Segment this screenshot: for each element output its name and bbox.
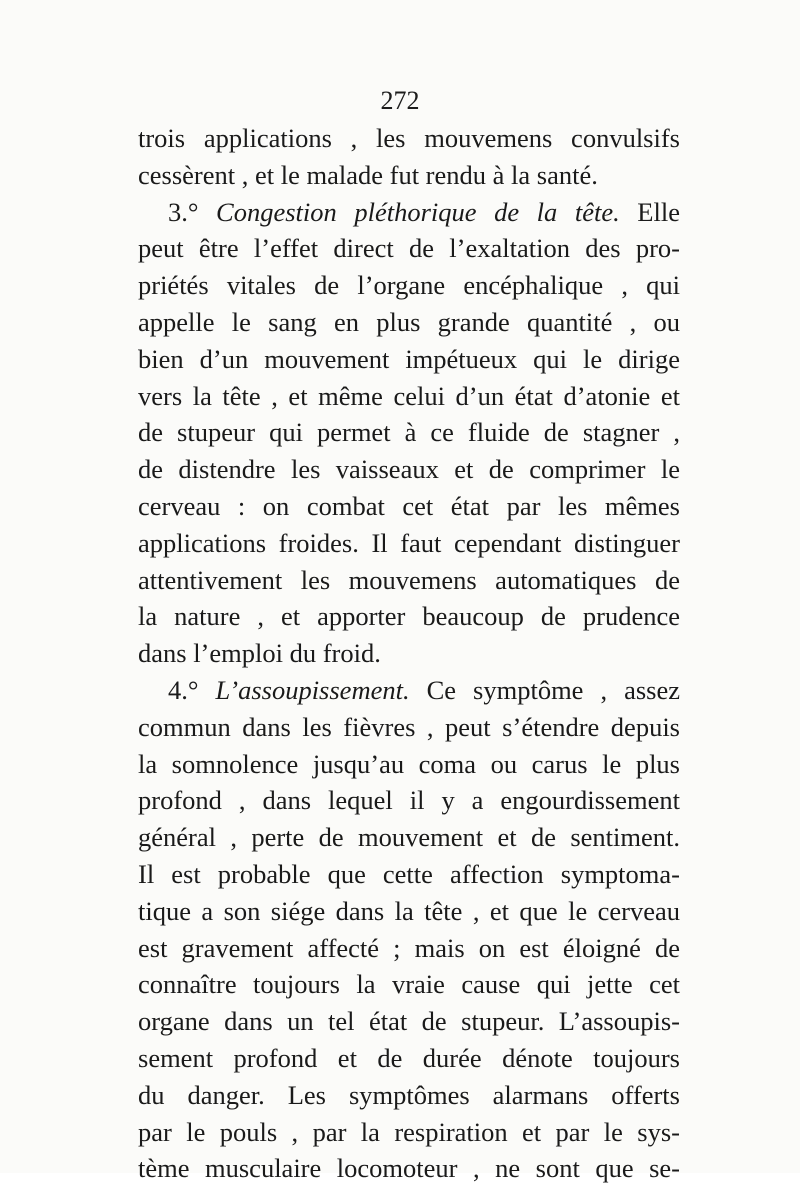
line-text: peut être l’effet direct de l’exaltation des pro- [138,233,680,264]
text-line [138,819,680,856]
line-text: appelle le sang en plus grande quantité , ou [138,306,680,337]
text-line [138,341,680,378]
text-line [138,451,680,488]
line-text: général , perte de mouvement et de sentiment. [138,822,680,853]
line-text: du danger. Les symptômes alarmans offerts [138,1079,680,1110]
text-line [138,1040,680,1077]
text-line [138,893,680,930]
text-line [138,1077,680,1114]
line-text: tème musculaire locomoteur , ne sont que se- [138,1153,680,1184]
line-text: cessèrent , et le malade fut rendu à la santé. [138,159,598,190]
line-text: vers la tête , et même celui d’un état d’atonie et [138,380,680,411]
line-text: Elle [619,196,680,227]
text-line [138,746,680,783]
text-line [138,267,680,304]
body-text [138,120,680,1187]
line-text: Ce symptôme , assez [409,674,680,705]
text-line [138,782,680,819]
text-line [138,488,680,525]
line-text: par le pouls , par la respiration et par le sys- [138,1116,680,1147]
text-line [138,562,680,599]
text-line [138,856,680,893]
text-line [138,930,680,967]
text-line [138,378,680,415]
page-number: 272 [380,86,420,115]
line-text: profond , dans lequel il y a engourdissement [138,785,680,816]
line-text: commun dans les fièvres , peut s’étendre depuis [138,711,680,742]
text-line [138,672,680,709]
line-text: tique a son siége dans la tête , et que le cerveau [138,895,680,926]
text-line [138,598,680,635]
line-text: de stupeur qui permet à ce fluide de stagner , [138,417,680,448]
text-line [138,304,680,341]
text-line [138,635,680,672]
line-text: la nature , et apporter beaucoup de prudence [138,601,680,632]
text-line [138,1150,680,1187]
line-text: est gravement affecté ; mais on est éloigné de [138,932,680,963]
text-line [138,157,680,194]
line-text: priétés vitales de l’organe encéphalique , qui [138,270,680,301]
line-text: applications froides. Il faut cependant distinguer [138,527,680,558]
text-line [138,1114,680,1151]
line-text: la somnolence jusqu’au coma ou carus le plus [138,748,680,779]
text-line [138,525,680,562]
section-heading: L’assoupissement. [215,674,410,705]
line-text: cerveau : on combat cet état par les mêmes [138,490,680,521]
text-line [138,709,680,746]
line-text: organe dans un tel état de stupeur. L’assoupis- [138,1006,680,1037]
line-text: de distendre les vaisseaux et de comprimer le [138,454,680,485]
line-text: dans l’emploi du froid. [138,638,381,669]
line-text: connaître toujours la vraie cause qui jette cet [138,969,680,1000]
text-line [138,194,680,231]
text-line [138,414,680,451]
text-line [138,1003,680,1040]
text-line [138,120,680,157]
line-text: attentivement les mouvemens automatiques de [138,564,680,595]
line-text: Il est probable que cette affection symptoma- [138,858,680,889]
line-text: trois applications , les mouvemens convulsifs [138,123,680,153]
section-number: 3.° [168,196,217,227]
text-line [138,966,680,1003]
section-number: 4.° [168,674,216,705]
section-heading: Congestion pléthorique de la tête. [216,196,620,227]
line-text: sement profond et de durée dénote toujours [138,1042,680,1073]
line-text: bien d’un mouvement impétueux qui le dirige [138,343,680,374]
text-line [138,230,680,267]
